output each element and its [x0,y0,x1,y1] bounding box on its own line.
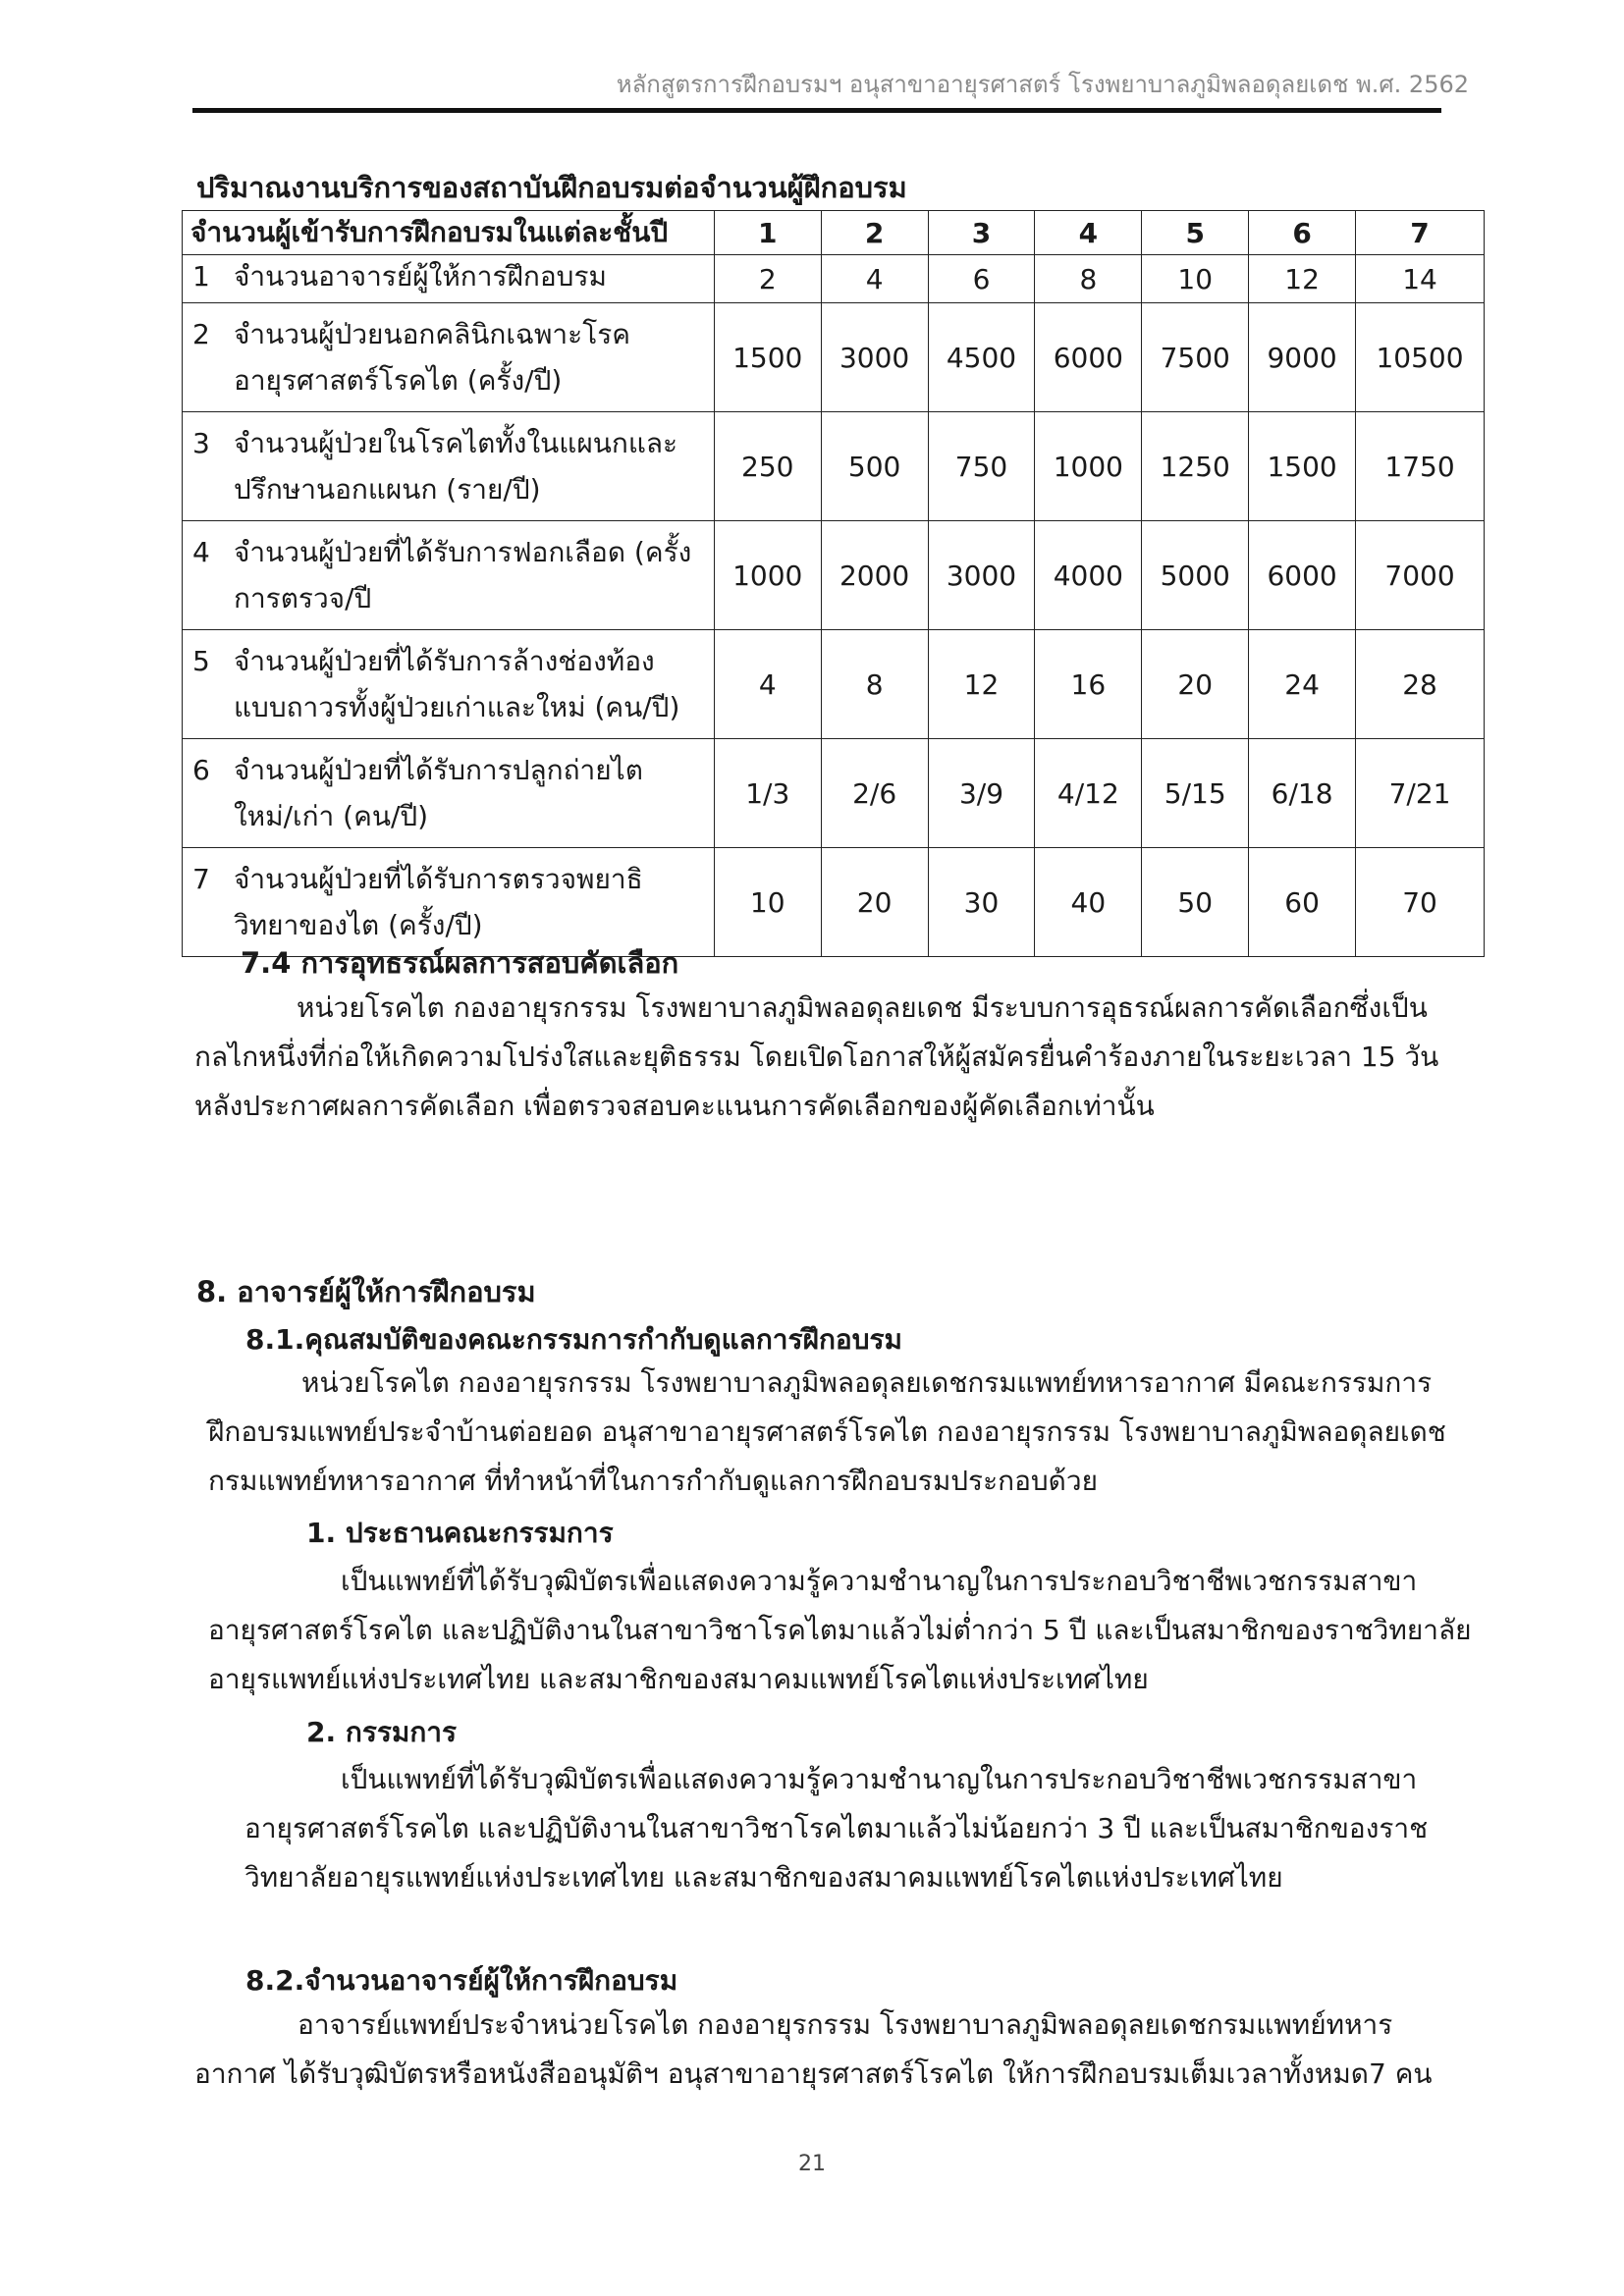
section-8-title: 8. อาจารย์ผู้ให้การฝึกอบรม [196,1275,536,1308]
table-cell: 20 [1142,630,1249,739]
table-cell: 20 [821,848,928,957]
table-cell: 30 [928,848,1035,957]
table-cell: 5/15 [1142,739,1249,848]
year-header: 1 [714,211,821,255]
table-row [183,521,1485,630]
table-cell: 6 [928,255,1035,303]
row-number: 4 [192,536,210,568]
row-description [183,630,715,739]
item-2-title: 2. กรรมการ [306,1716,458,1748]
table-cell: 4 [714,630,821,739]
table-cell: 60 [1249,848,1356,957]
table-cell: 10 [1142,255,1249,303]
table-cell: 750 [928,412,1035,521]
table-cell: 16 [1035,630,1142,739]
row-label: จำนวนผู้ป่วยที่ได้รับการล้างช่องท้อง แบบถาวรทั้งผู้ป่วยเก่าและใหม่ (คน/ปี) [234,645,680,723]
year-header: 3 [928,211,1035,255]
table-cell: 1750 [1356,412,1485,521]
header-rule [192,108,1441,113]
table-row [183,739,1485,848]
table-header-row [183,211,1485,255]
item-1-title: 1. ประธานคณะกรรมการ [306,1517,614,1549]
table-cell: 10 [714,848,821,957]
table-cell: 2000 [821,521,928,630]
row-description [183,412,715,521]
table-cell: 1000 [714,521,821,630]
row-label: จำนวนผู้ป่วยในโรคไตทั้งในแผนกและ ปรึกษานอกแผนก (ราย/ปี) [234,427,678,506]
section-8-1-body: หน่วยโรคไต กองอายุรกรรม โรงพยาบาลภูมิพลอดุลยเดชกรมแพทย์ทหารอากาศ มีคณะกรรมการ ฝึกอบรมแพทย์ประจำบ้านต่อยอด อนุสาขาอายุรศาสตร์โรคไต กองอายุรกรรม โรงพยาบาลภูมิพลอดุลยเดช กรมแพทย์ทหารอากาศ ที่ทำหน้าที่ในการกำกับดูแลการฝึกอบรมประกอบด้วย [208,1366,1446,1497]
table-cell: 5000 [1142,521,1249,630]
row-label: จำนวนผู้ป่วยที่ได้รับการฟอกเลือด (ครั้ง การตรวจ/ปี [234,536,692,614]
row-number: 6 [192,754,210,786]
table-cell: 6/18 [1249,739,1356,848]
table-row [183,412,1485,521]
table-row [183,255,1485,303]
table-cell: 14 [1356,255,1485,303]
table-cell: 1500 [1249,412,1356,521]
section-8-1-title: 8.1.คุณสมบัติของคณะกรรมการกำกับดูแลการฝึกอบรม [245,1323,902,1356]
table-cell: 4 [821,255,928,303]
row-label: จำนวนอาจารย์ผู้ให้การฝึกอบรม [234,260,607,293]
table-cell: 3000 [821,303,928,412]
table-cell: 250 [714,412,821,521]
table-cell: 6000 [1249,521,1356,630]
year-header: 5 [1142,211,1249,255]
row-number: 3 [192,427,210,459]
year-header: 7 [1356,211,1485,255]
row-description [183,521,715,630]
row-description [183,303,715,412]
table-cell: 7000 [1356,521,1485,630]
table-cell: 28 [1356,630,1485,739]
table-cell: 8 [821,630,928,739]
table-cell: 3000 [928,521,1035,630]
table-cell: 7500 [1142,303,1249,412]
table-cell: 6000 [1035,303,1142,412]
item-1-body: เป็นแพทย์ที่ได้รับวุฒิบัตรเพื่อแสดงความรู้ความชำนาญในการประกอบวิชาชีพเวชกรรมสาขา อายุรศาสตร์โรคไต และปฏิบัติงานในสาขาวิชาโรคไตมาแล้วไม่ต่ำกว่า 5 ปี และเป็นสมาชิกของราชวิทยาลัย อายุรแพทย์แห่งประเทศไทย และสมาชิกของสมาคมแพทย์โรคไตแห่งประเทศไทย [208,1565,1472,1695]
section-8-2-body: อาจารย์แพทย์ประจำหน่วยโรคไต กองอายุรกรรม โรงพยาบาลภูมิพลอดุลยเดชกรมแพทย์ทหาร อากาศ ได้รับวุฒิบัตรหรือหนังสืออนุมัติฯ อนุสาขาอายุรศาสตร์โรคไต ให้การฝึกอบรมเต็มเวลาทั้งหมด7 คน [194,2008,1433,2090]
service-volume-table [182,210,1485,957]
table-header-label: จำนวนผู้เข้ารับการฝึกอบรมในแต่ละชั้นปี [183,211,715,255]
section-7-4-title: 7.4 การอุทธรณ์ผลการสอบคัดเลือก [241,946,679,980]
item-2-body: เป็นแพทย์ที่ได้รับวุฒิบัตรเพื่อแสดงความรู้ความชำนาญในการประกอบวิชาชีพเวชกรรมสาขา อายุรศาสตร์โรคไต และปฏิบัติงานในสาขาวิชาโรคไตมาแล้วไม่น้อยกว่า 3 ปี และเป็นสมาชิกของราช วิทยาลัยอายุรแพทย์แห่งประเทศไทย และสมาชิกของสมาคมแพทย์โรคไตแห่งประเทศไทย [244,1763,1429,1894]
row-label: จำนวนผู้ป่วยที่ได้รับการปลูกถ่ายไต ใหม่/เก่า (คน/ปี) [234,754,643,832]
running-header: หลักสูตรการฝึกอบรมฯ อนุสาขาอายุรศาสตร์ โรงพยาบาลภูมิพลอดุลยเดช พ.ศ. 2562 [616,71,1469,98]
table-cell: 24 [1249,630,1356,739]
row-number: 2 [192,318,210,350]
table-cell: 7/21 [1356,739,1485,848]
row-description [183,739,715,848]
table-cell: 500 [821,412,928,521]
row-label: จำนวนผู้ป่วยนอกคลินิกเฉพาะโรค อายุรศาสตร์โรคไต (ครั้ง/ปี) [234,318,631,397]
row-number: 1 [192,260,210,293]
year-header: 2 [821,211,928,255]
table-cell: 12 [1249,255,1356,303]
row-label: จำนวนผู้ป่วยที่ได้รับการตรวจพยาธิ วิทยาของไต (ครั้ง/ปี) [234,863,643,941]
row-number: 5 [192,645,210,677]
table-cell: 1/3 [714,739,821,848]
table-cell: 8 [1035,255,1142,303]
table-cell: 50 [1142,848,1249,957]
table-cell: 4/12 [1035,739,1142,848]
table-cell: 9000 [1249,303,1356,412]
table-cell: 3/9 [928,739,1035,848]
table-cell: 2/6 [821,739,928,848]
table-cell: 70 [1356,848,1485,957]
section-8-2-title: 8.2.จำนวนอาจารย์ผู้ให้การฝึกอบรม [245,1964,678,1997]
table-cell: 1500 [714,303,821,412]
table-caption: ปริมาณงานบริการของสถาบันฝึกอบรมต่อจำนวนผู้ฝึกอบรม [196,171,907,204]
table-cell: 4000 [1035,521,1142,630]
table-cell: 1000 [1035,412,1142,521]
table-row [183,303,1485,412]
table-cell: 2 [714,255,821,303]
table-cell: 12 [928,630,1035,739]
table-cell: 40 [1035,848,1142,957]
year-header: 6 [1249,211,1356,255]
table-cell: 10500 [1356,303,1485,412]
table-cell: 4500 [928,303,1035,412]
row-number: 7 [192,863,210,895]
section-7-4-body: หน่วยโรคไต กองอายุรกรรม โรงพยาบาลภูมิพลอดุลยเดช มีระบบการอุธรณ์ผลการคัดเลือกซึ่งเป็น กลไกหนึ่งที่ก่อให้เกิดความโปร่งใสและยุติธรรม โดยเปิดโอกาสให้ผู้สมัครยื่นคำร้องภายในระยะเวลา 15 วัน หลังประกาศผลการคัดเลือก เพื่อตรวจสอบคะแนนการคัดเลือกของผู้คัดเลือกเท่านั้น [194,991,1439,1122]
table-cell: 1250 [1142,412,1249,521]
table-row [183,630,1485,739]
page-number: 21 [798,2152,826,2176]
row-description [183,255,715,303]
year-header: 4 [1035,211,1142,255]
